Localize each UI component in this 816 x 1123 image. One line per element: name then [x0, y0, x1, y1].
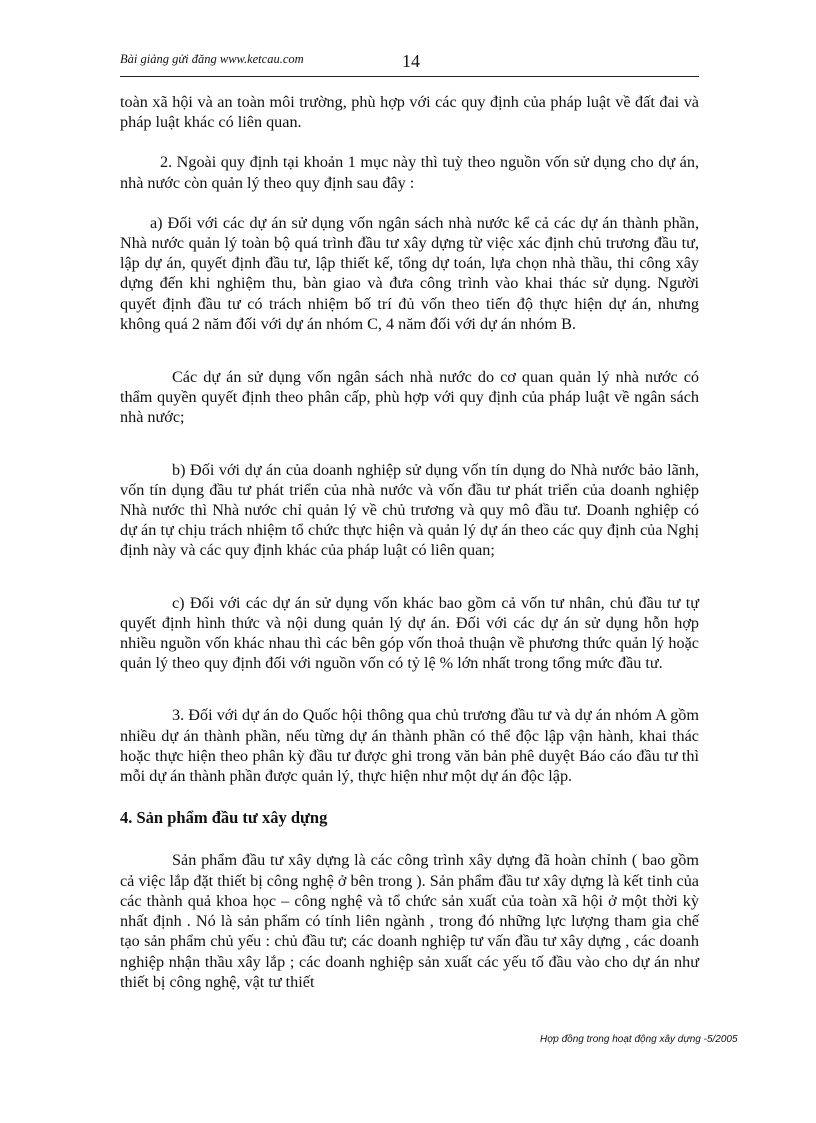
paragraph-clause-2a: a) Đối với các dự án sử dụng vốn ngân sách nhà nước kể cả các dự án thành phần, Nhà nước quản lý toàn bộ quá trình đầu tư xây dựng từ việc xác định chủ trương đầu tư, lập dự án, quyết định đầu tư, lập thiết kế, tổng dự toán, lựa chọn nhà thầu, thi công xây dựng đến khi nghiệm thu, bàn giao và đưa công trình vào khai thác sử dụng. Người quyết định đầu tư có trách nhiệm bố trí đủ vốn theo tiến độ thực hiện dự án, nhưng không quá 2 năm đối với dự án nhóm C, 4 năm đối với dự án nhóm B. [120, 213, 699, 333]
paragraph-clause-3: 3. Đối với dự án do Quốc hội thông qua chủ trương đầu tư và dự án nhóm A gồm nhiều dự án thành phần, nếu từng dự án thành phần có thể độc lập vận hành, khai thác hoặc thực hiện theo phân kỳ đầu tư được ghi trong văn bản phê duyệt Báo cáo đầu tư thì mỗi dự án thành phần được quản lý, thực hiện như một dự án độc lập. [120, 706, 699, 786]
header-divider [120, 76, 699, 77]
header-source-text: Bài giảng gửi đăng www.ketcau.com [120, 52, 304, 66]
paragraph-section-4: Sản phẩm đầu tư xây dựng là các công trình xây dựng đã hoàn chỉnh ( bao gồm cả việc lắp đặt thiết bị công nghệ ở bên trong ). Sản phẩm đầu tư xây dựng là kết tinh của các thành quả khoa học – công nghệ và tổ chức sản xuất của toàn xã hội ở một thời kỳ nhất định . Nó là sản phẩm có tính liên ngành , trong đó những lực lượng tham gia chế tạo sản phẩm chủ yếu : chủ đầu tư; các doanh nghiệp tư vấn đầu tư xây dựng , các doanh nghiệp nhận thầu xây lắp ; các doanh nghiệp sản xuất các yếu tố đầu vào cho dự án như thiết bị công nghệ, vật tư thiết [120, 851, 699, 991]
page-number: 14 [402, 51, 420, 71]
paragraph-continuation: toàn xã hội và an toàn môi trường, phù hợp với các quy định của pháp luật về đất đai và pháp luật khác có liên quan. [120, 93, 699, 132]
paragraph-clause-2c: c) Đối với các dự án sử dụng vốn khác bao gồm cả vốn tư nhân, chủ đầu tư tự quyết định hình thức và nội dung quản lý dự án. Đối với các dự án sử dụng hỗn hợp nhiều nguồn vốn khác nhau thì các bên góp vốn thoả thuận về phương thức quản lý hoặc quản lý theo quy định đối với nguồn vốn có tỷ lệ % lớn nhất trong tổng mức đầu tư. [120, 593, 699, 673]
paragraph-clause-2: 2. Ngoài quy định tại khoản 1 mục này thì tuỳ theo nguồn vốn sử dụng cho dự án, nhà nước còn quản lý theo quy định sau đây : [120, 153, 699, 192]
paragraph-clause-2b: b) Đối với dự án của doanh nghiệp sử dụng vốn tín dụng do Nhà nước bảo lãnh, vốn tín dụng đầu tư phát triển của nhà nước và vốn đầu tư phát triển của doanh nghiệp Nhà nước thì Nhà nước chỉ quản lý về chủ trương và quy mô đầu tư. Doanh nghiệp có dự án tự chịu trách nhiệm tổ chức thực hiện và quản lý dự án theo các quy định của Nghị định này và các quy định khác của pháp luật có liên quan; [120, 460, 699, 560]
paragraph-state-budget-projects: Các dự án sử dụng vốn ngân sách nhà nước do cơ quan quản lý nhà nước có thẩm quyền quyết định theo phân cấp, phù hợp với quy định của pháp luật về ngân sách nhà nước; [120, 368, 699, 427]
document-body [120, 92, 699, 992]
section-heading: 4. Sản phẩm đầu tư xây dựng [120, 808, 328, 828]
page-footer: Hợp đồng trong hoạt động xây dựng -5/2005 [540, 1034, 738, 1045]
